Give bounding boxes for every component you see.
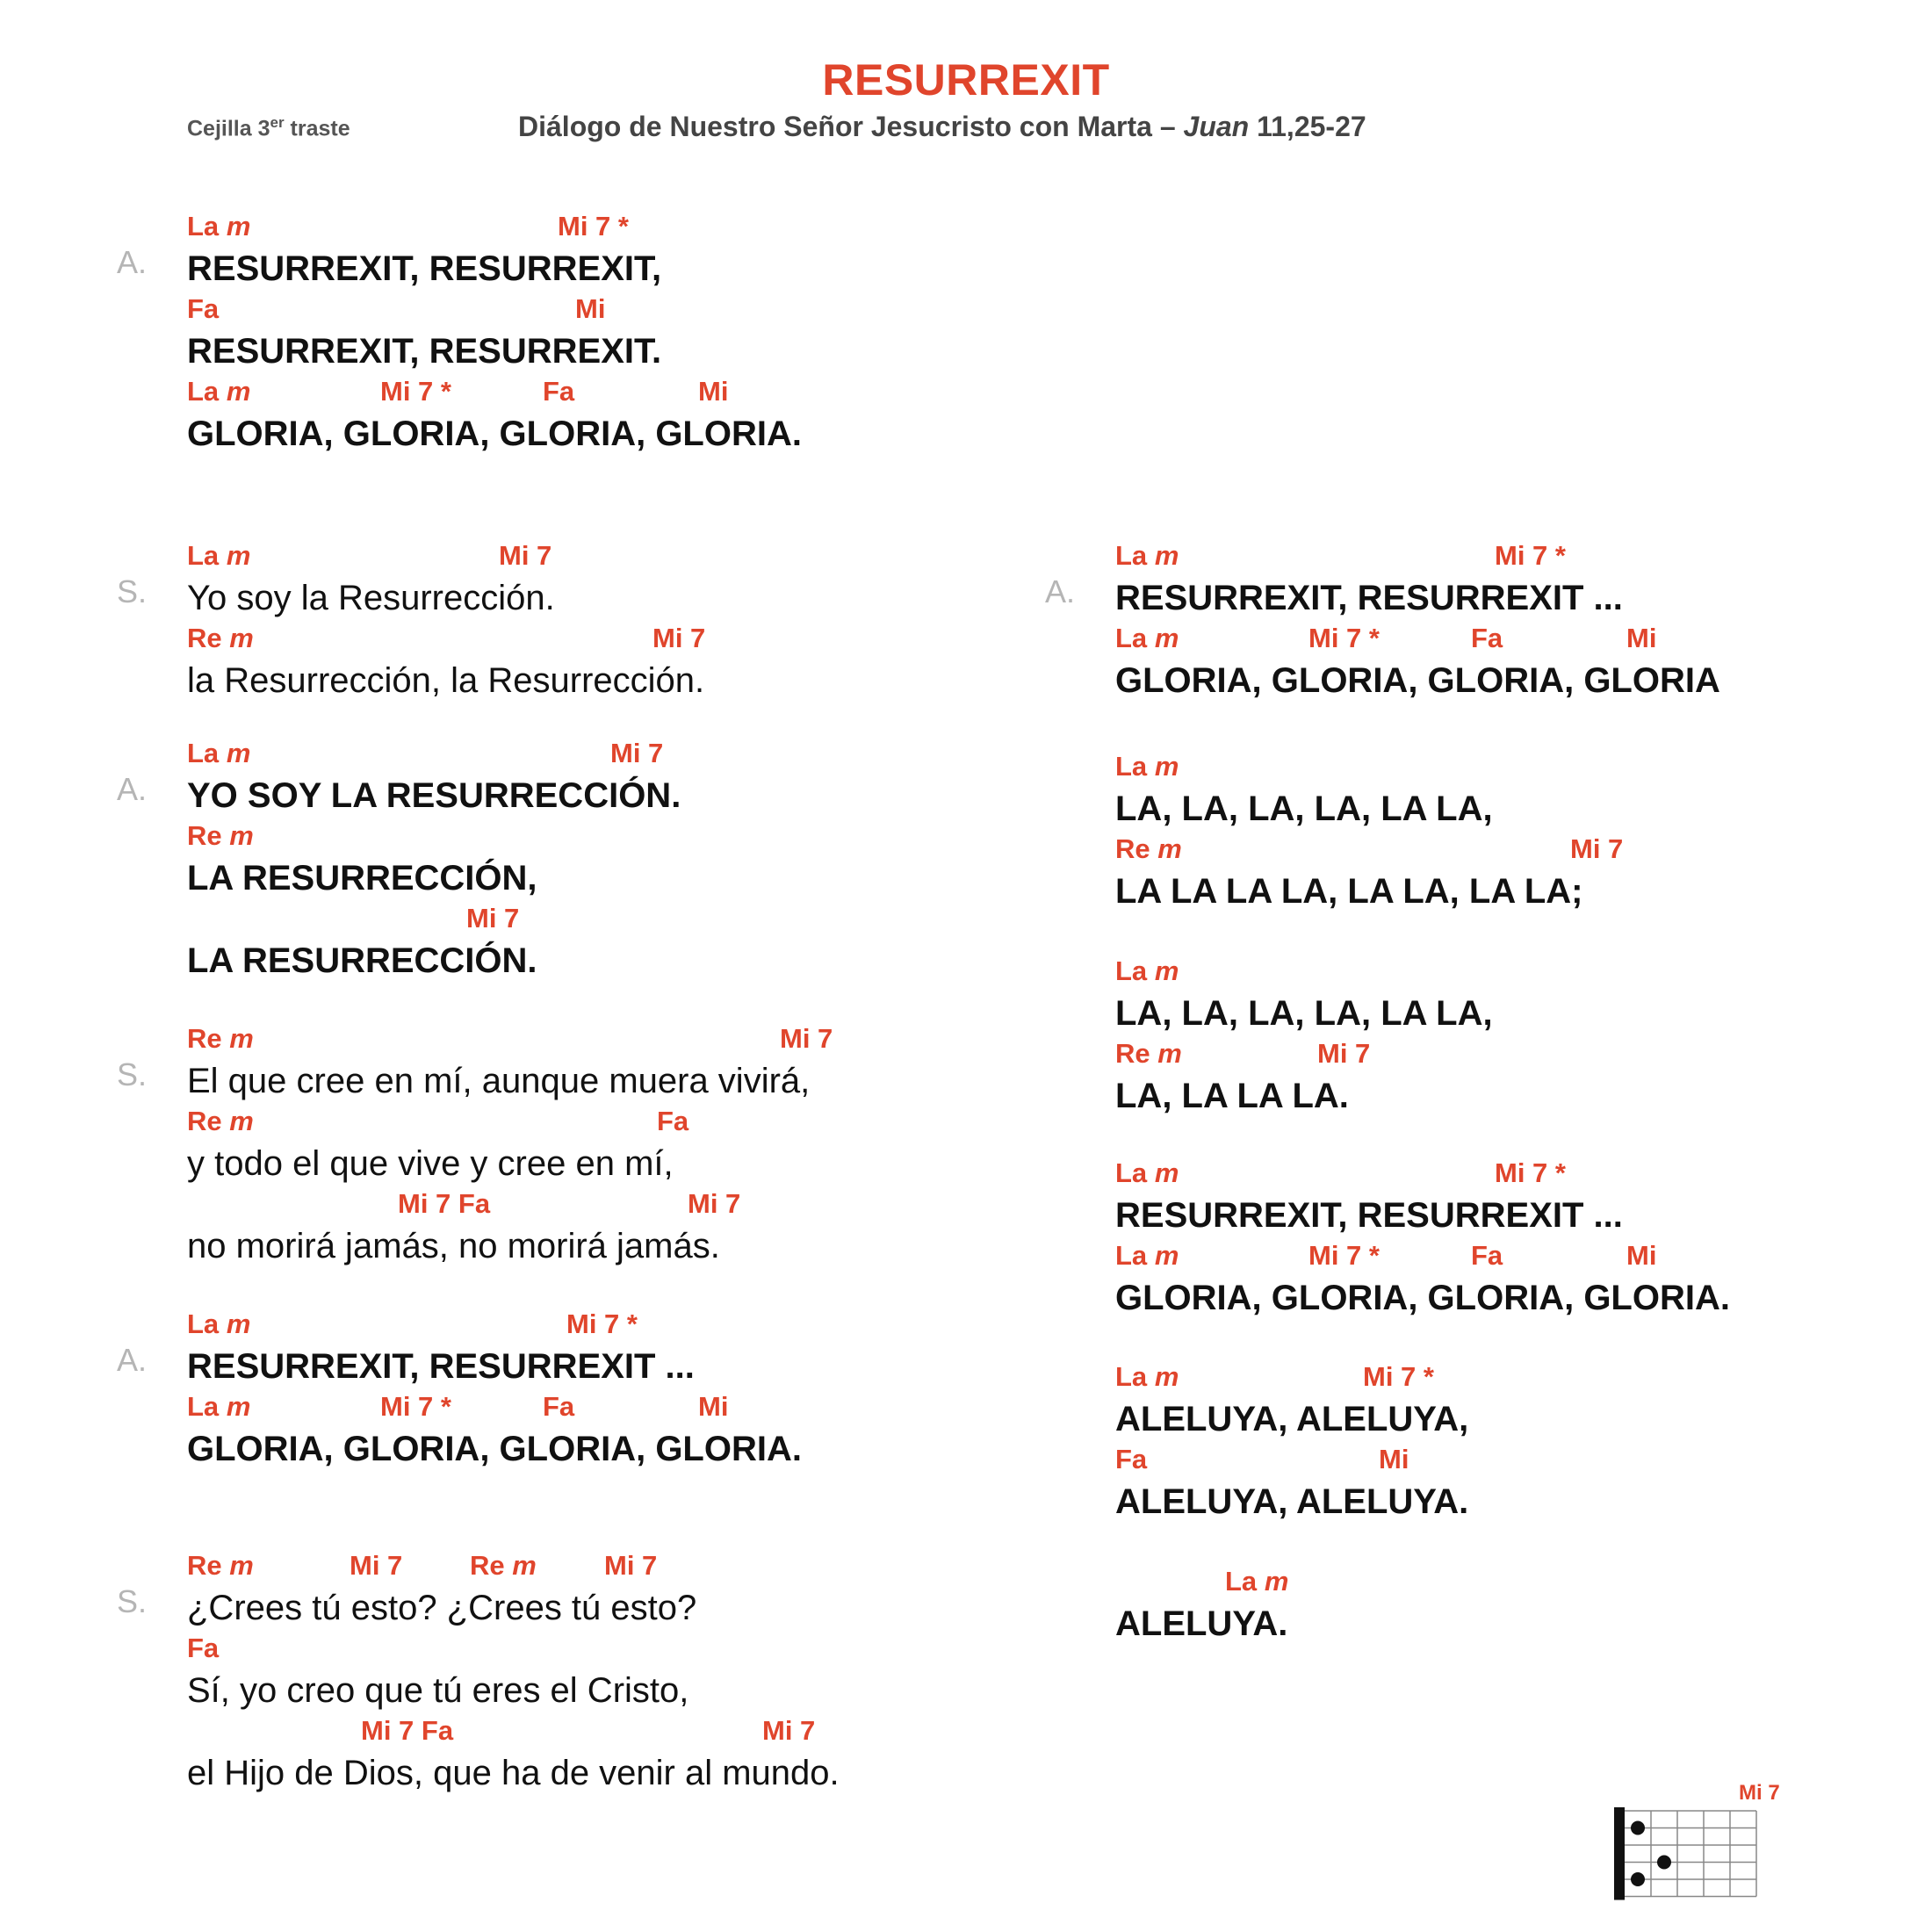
lyric-line: GLORIA, GLORIA, GLORIA, GLORIA (1115, 661, 1720, 700)
lyric-line: RESURREXIT, RESURREXIT. (187, 332, 662, 371)
chord-root: Re (187, 623, 222, 653)
chord-row (1115, 1566, 1932, 1599)
chord-row (187, 1715, 1021, 1748)
chord-label (1570, 833, 1623, 865)
chord-label (1471, 623, 1503, 654)
chord-label (1115, 623, 1179, 654)
chord-label (1308, 1240, 1380, 1272)
chord-root: La (187, 738, 220, 768)
chord-label (187, 376, 250, 407)
subtitle-verses: 11,25-27 (1257, 111, 1366, 142)
verse-block (117, 540, 1021, 705)
chord-root: Mi 7 (780, 1023, 833, 1054)
chord-label (499, 540, 551, 572)
chord-root: Mi 7 (1317, 1038, 1371, 1069)
chord-minor: m (226, 376, 251, 407)
chord-label (187, 540, 250, 572)
chord-root: Fa (657, 1106, 689, 1136)
lyric-line: GLORIA, GLORIA, GLORIA, GLORIA. (187, 1430, 802, 1468)
voice-marker: A. (1045, 573, 1076, 609)
chord-label (698, 1391, 728, 1423)
chart-finger-dot (1631, 1872, 1645, 1886)
chord-root: Re (1115, 833, 1150, 864)
chord-root: Mi 7 (350, 1550, 403, 1581)
chord-label (187, 1633, 219, 1664)
chord-root: Fa (1471, 1240, 1503, 1271)
chord-root: Mi (698, 1391, 729, 1422)
chord-minor: m (229, 1023, 254, 1054)
chord-minor: m (1154, 1157, 1179, 1188)
chord-root: Mi 7 Fa (361, 1715, 454, 1746)
chord-minor: m (1154, 623, 1179, 653)
verse-block (1115, 1566, 1932, 1648)
subtitle-main: Diálogo de Nuestro Señor Jesucristo con Marta – (518, 111, 1176, 142)
chord-label (1626, 1240, 1656, 1272)
chord-label (466, 903, 519, 934)
chord-root: Mi 7 (499, 540, 552, 571)
chord-root: Mi (698, 376, 729, 407)
chord-label (1115, 1038, 1182, 1070)
chord-label (1626, 623, 1656, 654)
chord-root: La (1115, 1240, 1148, 1271)
chord-root: Re (187, 820, 222, 851)
chord-label (566, 1308, 638, 1340)
chord-minor: m (1154, 1240, 1179, 1271)
verse-line (117, 211, 1021, 293)
chord-label (1115, 540, 1179, 572)
chord-label (1115, 1240, 1179, 1272)
chord-row (187, 293, 1021, 327)
chord-row (187, 1391, 1021, 1424)
chord-minor: m (226, 1391, 251, 1422)
chord-label (1495, 1157, 1566, 1189)
chord-root: La (187, 540, 220, 571)
chord-root: Mi 7 (610, 738, 664, 768)
chord-root: Mi 7 (604, 1550, 658, 1581)
chord-root: Re (470, 1550, 505, 1581)
chord-label (688, 1188, 740, 1220)
chord-root: Mi 7 Fa (398, 1188, 491, 1219)
chord-root: Re (187, 1106, 222, 1136)
chord-row (1115, 1038, 1932, 1071)
voice-marker: S. (117, 1583, 148, 1619)
chord-minor: m (226, 738, 251, 768)
verse-block (1115, 1361, 1932, 1526)
chord-row (187, 903, 1021, 936)
verse-block (117, 211, 1021, 458)
lyric-line: Sí, yo creo que tú eres el Cristo, (187, 1671, 689, 1710)
verse-line (1115, 1157, 1932, 1240)
chart-nut (1614, 1807, 1625, 1900)
chord-label (187, 1308, 250, 1340)
verse-line (187, 1633, 1021, 1715)
lyric-line: la Resurrección, la Resurrección. (187, 661, 705, 700)
chart-finger-dot (1657, 1856, 1671, 1870)
verse-line (1115, 1444, 1932, 1526)
chord-label (1115, 1361, 1179, 1393)
chord-minor: m (229, 820, 254, 851)
chord-root: Fa (1115, 1444, 1148, 1474)
chord-label (380, 1391, 451, 1423)
chord-minor: m (1154, 751, 1179, 782)
chord-row (1115, 623, 1932, 656)
chord-minor: m (229, 1550, 254, 1581)
chord-label (361, 1715, 453, 1747)
chord-label (187, 1550, 254, 1582)
lyric-line: RESURREXIT, RESURREXIT, (187, 249, 662, 288)
verse-line (1115, 623, 1932, 705)
chord-label (1308, 623, 1380, 654)
chord-minor: m (229, 623, 254, 653)
lyric-line: LA RESURRECCIÓN. (187, 941, 537, 980)
capo-sup: er (270, 114, 285, 131)
chord-root: Mi 7 (762, 1715, 816, 1746)
chord-root: Mi 7 * (1495, 1157, 1566, 1188)
chord-root: Mi 7 * (1308, 623, 1380, 653)
chord-minor: m (1154, 540, 1179, 571)
verse-line (1115, 833, 1932, 916)
chord-minor: m (1157, 833, 1182, 864)
chord-root: Mi (575, 293, 606, 324)
chord-row (1115, 1361, 1932, 1395)
chord-label (610, 738, 663, 769)
capo-tail: traste (284, 116, 350, 141)
chord-minor: m (512, 1550, 537, 1581)
chord-row (1115, 540, 1932, 573)
chord-minor: m (1264, 1566, 1289, 1597)
chord-root: Mi 7 * (558, 211, 629, 242)
chord-root: La (187, 376, 220, 407)
chord-row (1115, 955, 1932, 989)
lyric-line: RESURREXIT, RESURREXIT ... (1115, 579, 1623, 617)
chord-label (543, 1391, 574, 1423)
chord-root: Re (187, 1023, 222, 1054)
chord-root: La (1115, 1361, 1148, 1392)
lyric-line: RESURREXIT, RESURREXIT ... (187, 1347, 695, 1386)
chord-minor: m (1154, 1361, 1179, 1392)
chord-root: La (1225, 1566, 1258, 1597)
verse-line (187, 1188, 1021, 1271)
chord-root: Fa (543, 1391, 575, 1422)
chord-root: La (1115, 955, 1148, 986)
chord-row (1115, 1444, 1932, 1477)
chord-row (187, 1633, 1021, 1666)
chord-label (380, 376, 451, 407)
lyric-line: ALELUYA, ALELUYA. (1115, 1482, 1469, 1521)
chord-row (187, 540, 1021, 573)
chord-label (1471, 1240, 1503, 1272)
voice-marker: A. (117, 1342, 148, 1378)
chord-minor: m (1154, 955, 1179, 986)
chord-root: Mi 7 (652, 623, 706, 653)
verse-line (1045, 540, 1932, 623)
chord-root: Re (1115, 1038, 1150, 1069)
chord-chart-mi7 (1614, 1804, 1790, 1909)
chord-root: Fa (187, 293, 220, 324)
chord-root: Fa (187, 1633, 220, 1663)
chord-root: La (1115, 540, 1148, 571)
chord-root: La (187, 1308, 220, 1339)
chord-root: La (1115, 1157, 1148, 1188)
chord-label (187, 1391, 250, 1423)
chord-label (575, 293, 605, 325)
verse-line (187, 293, 1021, 376)
verse-line (187, 1715, 1021, 1798)
chord-root: Mi (1626, 1240, 1657, 1271)
lyric-line: ALELUYA. (1115, 1604, 1288, 1643)
lyric-line: LA, LA, LA, LA, LA LA, (1115, 789, 1493, 828)
voice-marker: A. (117, 771, 148, 807)
verse-line (1115, 1038, 1932, 1121)
verse-block (1045, 540, 1932, 705)
chord-label (187, 211, 250, 242)
chart-finger-dot (1631, 1821, 1645, 1835)
lyric-line: RESURREXIT, RESURREXIT ... (1115, 1196, 1623, 1235)
chord-root: La (1115, 623, 1148, 653)
chord-root: Mi (1379, 1444, 1409, 1474)
lyric-line: GLORIA, GLORIA, GLORIA, GLORIA. (1115, 1279, 1730, 1317)
voice-marker: A. (117, 244, 148, 280)
verse-line (187, 623, 1021, 705)
chord-minor: m (226, 211, 251, 242)
chord-label (780, 1023, 833, 1055)
chord-label (1115, 833, 1182, 865)
chord-minor: m (1157, 1038, 1182, 1069)
chord-row (187, 1308, 1021, 1342)
chord-root: Mi 7 * (1308, 1240, 1380, 1271)
verse-line (117, 540, 1021, 623)
chord-label (398, 1188, 490, 1220)
verse-line (1115, 1361, 1932, 1444)
chord-label (762, 1715, 815, 1747)
verse-line (187, 376, 1021, 458)
chord-row (187, 1106, 1021, 1139)
voice-marker: S. (117, 573, 148, 609)
lyric-line: no morirá jamás, no morirá jamás. (187, 1227, 720, 1265)
chord-label (1363, 1361, 1434, 1393)
chord-row (1115, 751, 1932, 784)
chord-label (187, 293, 219, 325)
chord-root: La (187, 1391, 220, 1422)
chord-row (187, 211, 1021, 244)
chord-row (1115, 1157, 1932, 1191)
chord-label (558, 211, 629, 242)
chord-label (604, 1550, 657, 1582)
chord-row (187, 1188, 1021, 1222)
verse-line (1115, 1566, 1932, 1648)
chord-row (1115, 833, 1932, 867)
chord-label (470, 1550, 537, 1582)
chord-label (652, 623, 705, 654)
chord-chart-label: Mi 7 (1739, 1781, 1780, 1805)
verse-block (1115, 1157, 1932, 1323)
song-title: RESURREXIT (822, 55, 1110, 105)
verse-line (117, 1308, 1021, 1391)
chord-root: Re (187, 1550, 222, 1581)
chord-label (187, 738, 250, 769)
verse-block (117, 1550, 1021, 1798)
lyric-line: LA, LA LA LA. (1115, 1077, 1349, 1115)
chord-root: Mi 7 * (380, 376, 451, 407)
verse-line (187, 1106, 1021, 1188)
verse-line (187, 820, 1021, 903)
lyric-line: y todo el que vive y cree en mí, (187, 1144, 674, 1183)
chord-label (657, 1106, 688, 1137)
chord-row (187, 820, 1021, 854)
chord-root: La (187, 211, 220, 242)
capo-text: Cejilla 3 (187, 116, 270, 141)
verse-block (117, 1023, 1021, 1271)
verse-line (1115, 751, 1932, 833)
chord-label (698, 376, 728, 407)
verse-line (187, 903, 1021, 985)
verse-line (1115, 955, 1932, 1038)
chord-row (1115, 1240, 1932, 1273)
chord-label (543, 376, 574, 407)
chord-row (187, 1550, 1021, 1583)
verse-line (117, 1550, 1021, 1633)
chord-label (1495, 540, 1566, 572)
voice-marker: S. (117, 1056, 148, 1092)
lyric-line: LA, LA, LA, LA, LA LA, (1115, 994, 1493, 1033)
chord-minor: m (229, 1106, 254, 1136)
lyric-line: el Hijo de Dios, que ha de venir al mundo. (187, 1754, 840, 1792)
verse-block (1115, 751, 1932, 916)
verse-block (117, 1308, 1021, 1474)
lyric-line: GLORIA, GLORIA, GLORIA, GLORIA. (187, 415, 802, 453)
chord-row (187, 738, 1021, 771)
verse-line (117, 1023, 1021, 1106)
lyric-line: Yo soy la Resurrección. (187, 579, 555, 617)
chord-root: Mi 7 * (566, 1308, 638, 1339)
chord-root: Fa (1471, 623, 1503, 653)
chord-label (187, 1106, 254, 1137)
verse-line (117, 738, 1021, 820)
chord-root: Mi 7 (1570, 833, 1624, 864)
chord-label (1115, 1444, 1147, 1475)
chord-root: Mi (1626, 623, 1657, 653)
chord-label (1115, 751, 1179, 782)
chord-label (187, 1023, 254, 1055)
verse-line (187, 1391, 1021, 1474)
lyric-line: El que cree en mí, aunque muera vivirá, (187, 1062, 811, 1100)
lyric-line: LA RESURRECCIÓN, (187, 859, 537, 898)
chord-root: Mi 7 (688, 1188, 741, 1219)
chord-label (1317, 1038, 1370, 1070)
chord-minor: m (226, 1308, 251, 1339)
lyric-line: ¿Crees tú esto? ¿Crees tú esto? (187, 1589, 697, 1627)
capo-note (187, 114, 350, 141)
lyric-line: YO SOY LA RESURRECCIÓN. (187, 776, 681, 815)
chord-row (187, 1023, 1021, 1056)
chord-row (187, 623, 1021, 656)
verse-block (1115, 955, 1932, 1121)
chord-root: La (1115, 751, 1148, 782)
verse-line (1115, 1240, 1932, 1323)
chord-root: Mi 7 * (1363, 1361, 1434, 1392)
subtitle-book: Juan (1183, 111, 1250, 142)
chord-minor: m (226, 540, 251, 571)
chord-label (1379, 1444, 1409, 1475)
song-subtitle (518, 111, 1366, 143)
chord-label (187, 820, 254, 852)
chord-root: Fa (543, 376, 575, 407)
chord-label (1115, 955, 1179, 987)
verse-block (117, 738, 1021, 985)
lyric-line: LA LA LA LA, LA LA, LA LA; (1115, 872, 1583, 911)
chord-label (350, 1550, 402, 1582)
chord-root: Mi 7 (466, 903, 520, 934)
chord-label (187, 623, 254, 654)
chord-root: Mi 7 * (1495, 540, 1566, 571)
chord-row (187, 376, 1021, 409)
chord-label (1225, 1566, 1288, 1597)
lyric-line: ALELUYA, ALELUYA, (1115, 1400, 1469, 1438)
chord-label (1115, 1157, 1179, 1189)
chord-root: Mi 7 * (380, 1391, 451, 1422)
